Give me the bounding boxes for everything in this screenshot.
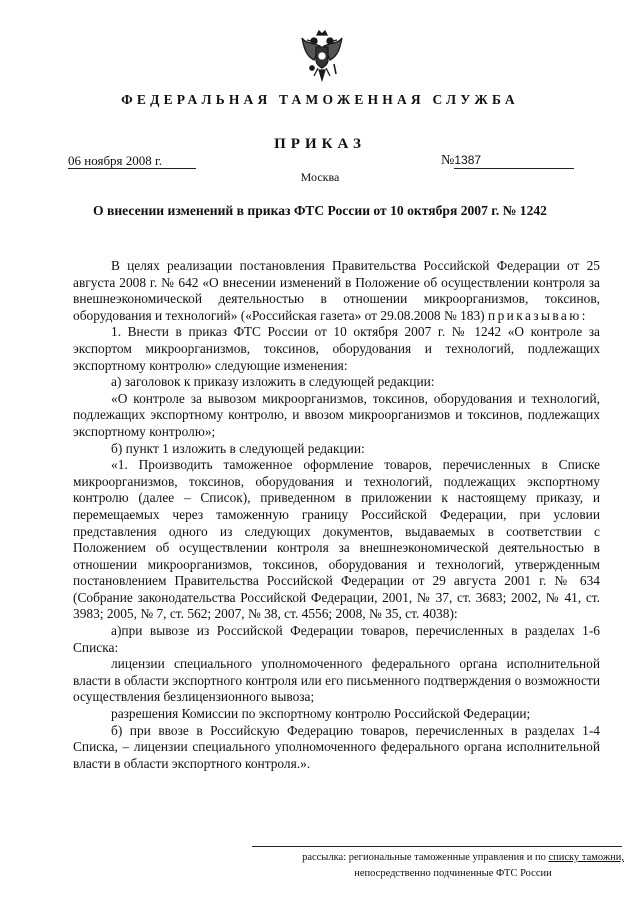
paragraph-preamble bbox=[73, 258, 600, 324]
customs-list-link[interactable]: списку таможни, bbox=[548, 852, 624, 863]
order-number bbox=[441, 152, 574, 169]
paragraph-new-title: «О контроле за вывозом микроорганизмов, токсинов, оборудования и технологий, подлежащих экспортному контролю, и ввозом микроорганизмов и токсинов, подлежащих экспортному контролю»; bbox=[73, 390, 600, 439]
city: Москва bbox=[300, 170, 340, 184]
distribution-line-2: непосредственно подчиненные ФТС России bbox=[354, 868, 552, 879]
document-body bbox=[73, 258, 600, 772]
double-headed-eagle-emblem-icon bbox=[300, 28, 344, 84]
paragraph-export: а)при вывозе из Российской Федерации товаров, перечисленных в разделах 1-6 Списка: bbox=[73, 623, 600, 655]
distribution-divider bbox=[252, 846, 622, 847]
document-heading: О внесении изменений в приказ ФТС России от 10 октября 2007 г. № 1242 bbox=[93, 203, 547, 218]
paragraph-b: б) пункт 1 изложить в следующей редакции: bbox=[111, 440, 365, 456]
order-title: ПРИКАЗ bbox=[274, 136, 366, 152]
distribution-line-1 bbox=[252, 852, 624, 863]
paragraph-new-item-1: «1. Производить таможенное оформление товаров, перечисленных в Списке микроорганизмов, токсинов, оборудования и технологий, подлежащих экспортному контролю (далее – Список), приведенном в приложении к настоящему приказу, и перемещаемых через таможенную границу Российской Федерации, при условии представления одного из следующих документов, выдаваемых в соответствии с Положением об осуществлении контроля за внешнеэкономической деятельностью в отношении микроорганизмов, токсинов, оборудования и технологий, утвержденным постановлением Правительства Российской Федерации от 29 августа 2001 г. № 634 (Собрание законодательства Российской Федерации, 2001, № 37, ст. 3683; 2002, № 41, ст. 3983; 2005, № 7, ст. 562; 2007, № 38, ст. 4556; 2008, № 35, ст. 4038): bbox=[73, 457, 600, 622]
paragraph-license: лицензии специального уполномоченного федерального органа исполнительной власти в области экспортного контроля или его письменного подтверждения о возможности осуществления безлицензионного вывоза; bbox=[73, 656, 600, 705]
paragraph-1: 1. Внести в приказ ФТС России от 10 октября 2007 г. № 1242 «О контроле за экспортом микроорганизмов, токсинов, оборудования и технологий, подлежащих экспортному контролю» следующие изменения: bbox=[73, 324, 600, 373]
number-value: 1387 bbox=[454, 152, 574, 169]
preamble-text: В целях реализации постановления Правительства Российской Федерации от 25 августа 2008 г. № 642 «О внесении изменений в Положение об осуществлении контроля за внешнеэкономической деятельностью в отношении микроорганизмов, токсинов, оборудования и технологий» («Российская газета» от 29.08.2008 № 183) bbox=[73, 258, 600, 323]
paragraph-commission: разрешения Комиссии по экспортному контролю Российской Федерации; bbox=[111, 706, 531, 722]
agency-name: ФЕДЕРАЛЬНАЯ ТАМОЖЕННАЯ СЛУЖБА bbox=[121, 92, 519, 107]
order-date: 06 ноября 2008 г. bbox=[68, 153, 196, 169]
distribution-prefix: рассылка: региональные таможенные управления и по bbox=[302, 852, 546, 863]
number-sign: № bbox=[441, 153, 455, 168]
order-word: приказываю: bbox=[488, 307, 588, 323]
paragraph-a: а) заголовок к приказу изложить в следующей редакции: bbox=[111, 374, 435, 390]
paragraph-import: б) при ввозе в Российскую Федерацию товаров, перечисленных в разделах 1-4 Списка, – лицензии специального уполномоченного федерального органа исполнительной власти в области экспортного контроля.». bbox=[73, 722, 600, 771]
